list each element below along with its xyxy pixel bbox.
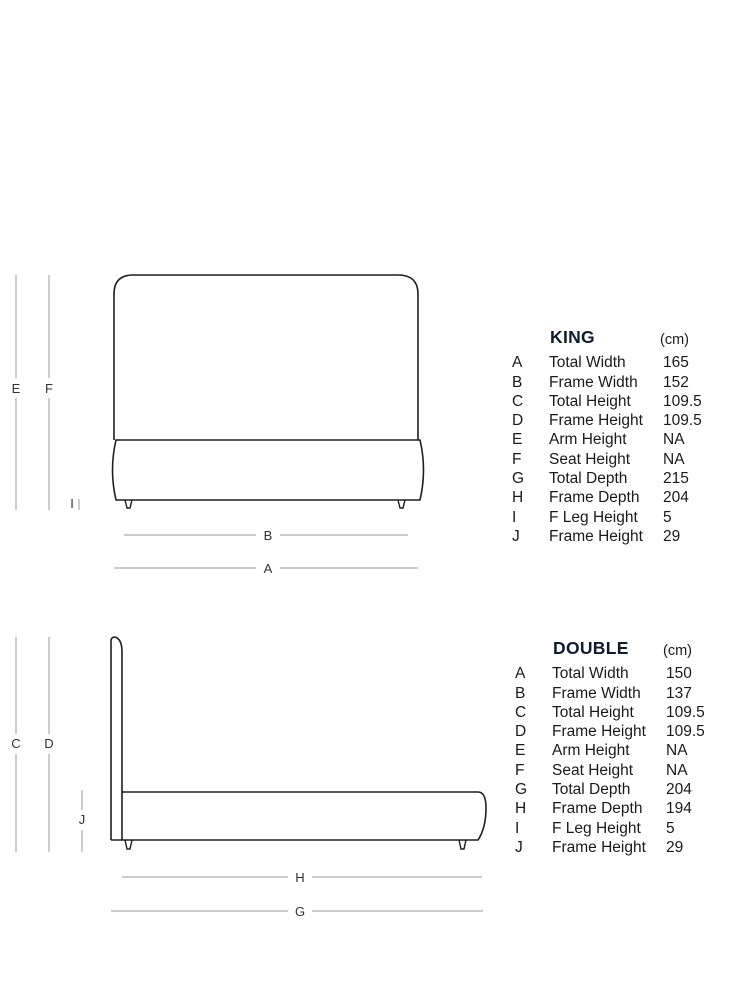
- row-name: Frame Width: [549, 373, 638, 391]
- label-a: A: [263, 561, 273, 576]
- row-letter: J: [512, 527, 520, 545]
- table-row: [512, 353, 702, 372]
- table-row: [512, 488, 702, 507]
- king-rows: [512, 353, 702, 546]
- row-letter: D: [515, 723, 527, 741]
- side-leg-left: [125, 840, 132, 849]
- row-name: Seat Height: [552, 761, 633, 779]
- row-letter: B: [512, 373, 523, 391]
- row-value: NA: [663, 450, 685, 468]
- row-letter: H: [512, 489, 524, 507]
- row-value: 204: [666, 781, 692, 799]
- front-bed-base: [113, 440, 424, 500]
- row-value: 29: [666, 838, 684, 856]
- table-row: [515, 761, 705, 780]
- row-name: Frame Depth: [549, 489, 640, 507]
- label-g: G: [294, 904, 306, 919]
- row-letter: F: [515, 761, 525, 779]
- row-name: Frame Width: [552, 684, 641, 702]
- row-value: 150: [666, 665, 692, 683]
- row-name: Total Depth: [552, 781, 631, 799]
- double-unit: (cm): [663, 643, 692, 659]
- row-value: 109.5: [663, 412, 702, 430]
- table-row: [512, 527, 702, 546]
- label-d: D: [44, 736, 54, 751]
- label-e: E: [11, 381, 21, 396]
- table-row: [512, 469, 702, 488]
- king-unit: (cm): [660, 332, 689, 348]
- row-letter: E: [512, 431, 523, 449]
- table-row: [512, 430, 702, 449]
- king-title: KING: [550, 327, 595, 347]
- table-row: [512, 411, 702, 430]
- row-letter: G: [512, 470, 525, 488]
- row-name: Frame Height: [552, 723, 646, 741]
- row-value: 109.5: [666, 723, 705, 741]
- row-name: F Leg Height: [549, 508, 638, 526]
- row-letter: B: [515, 684, 526, 702]
- double-title: DOUBLE: [553, 638, 629, 658]
- label-b: B: [263, 528, 273, 543]
- table-row: [515, 780, 705, 799]
- row-value: NA: [663, 431, 685, 449]
- row-name: Total Depth: [549, 470, 628, 488]
- row-letter: I: [515, 819, 520, 837]
- row-letter: H: [515, 800, 527, 818]
- front-leg-right: [398, 500, 405, 508]
- front-headboard: [114, 275, 418, 440]
- table-row: [512, 392, 702, 411]
- row-name: F Leg Height: [552, 819, 641, 837]
- row-name: Frame Height: [552, 838, 646, 856]
- row-value: 109.5: [666, 703, 705, 721]
- row-value: 137: [666, 684, 692, 702]
- row-name: Arm Height: [549, 431, 627, 449]
- row-value: 215: [663, 470, 689, 488]
- row-name: Total Height: [552, 703, 634, 721]
- row-letter: D: [512, 412, 524, 430]
- row-value: 152: [663, 373, 689, 391]
- row-name: Frame Depth: [552, 800, 643, 818]
- label-i: I: [70, 496, 74, 511]
- row-name: Total Height: [549, 392, 631, 410]
- row-letter: F: [512, 450, 522, 468]
- table-row: [515, 741, 705, 760]
- row-letter: C: [515, 703, 527, 721]
- row-value: NA: [666, 742, 688, 760]
- row-name: Frame Height: [549, 412, 643, 430]
- table-row: [515, 664, 705, 683]
- row-value: 204: [663, 489, 689, 507]
- label-j: J: [78, 812, 86, 827]
- table-row: [512, 450, 702, 469]
- front-view: [9, 275, 424, 577]
- row-name: Seat Height: [549, 450, 630, 468]
- row-letter: J: [515, 838, 523, 856]
- row-value: 5: [663, 508, 672, 526]
- label-c: C: [11, 736, 21, 751]
- row-name: Total Width: [552, 665, 629, 683]
- table-row: [515, 722, 705, 741]
- row-value: 194: [666, 800, 692, 818]
- table-row: [515, 838, 705, 857]
- row-letter: G: [515, 781, 528, 799]
- double-rows: [515, 664, 705, 857]
- row-letter: I: [512, 508, 517, 526]
- row-letter: E: [515, 742, 526, 760]
- row-value: 109.5: [663, 392, 702, 410]
- table-row: [515, 819, 705, 838]
- row-value: 5: [666, 819, 675, 837]
- row-letter: A: [515, 665, 526, 683]
- table-row: [512, 373, 702, 392]
- side-headboard: [111, 637, 122, 840]
- label-f: F: [45, 381, 53, 396]
- table-row: [515, 684, 705, 703]
- row-value: 165: [663, 354, 689, 372]
- row-value: 29: [663, 527, 681, 545]
- row-letter: C: [512, 392, 524, 410]
- row-name: Total Width: [549, 354, 626, 372]
- king-spec-table: [512, 328, 702, 546]
- row-name: Arm Height: [552, 742, 630, 760]
- side-leg-right: [459, 840, 466, 849]
- table-row: [515, 799, 705, 818]
- row-value: NA: [666, 761, 688, 779]
- double-spec-table: [515, 639, 705, 857]
- row-letter: A: [512, 354, 523, 372]
- side-bed-base: [111, 792, 486, 840]
- table-row: [515, 703, 705, 722]
- row-name: Frame Height: [549, 527, 643, 545]
- side-view: [9, 637, 486, 920]
- table-row: [512, 508, 702, 527]
- label-h: H: [295, 870, 305, 885]
- front-leg-left: [125, 500, 132, 508]
